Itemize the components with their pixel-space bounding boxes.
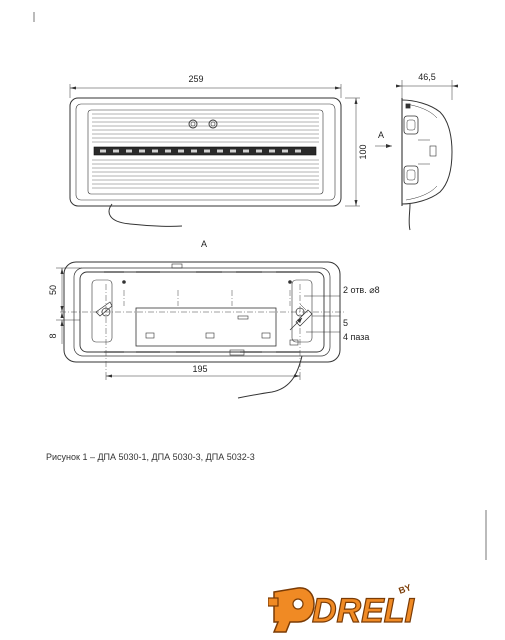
bottom-view-title: A [200, 239, 208, 249]
figure-caption: Рисунок 1 – ДПА 5030-1, ДПА 5030-3, ДПА 5032-3 [46, 452, 255, 462]
dim-height-100: 100 [358, 144, 368, 160]
dim-50: 50 [48, 284, 58, 296]
callout-holes: 2 отв. ⌀8 [343, 285, 380, 295]
drill-icon [268, 588, 314, 632]
dim-8: 8 [48, 333, 58, 339]
dreli-logo [268, 578, 418, 636]
dim-depth-46-5: 46,5 [418, 72, 436, 82]
dim-width-259: 259 [188, 74, 204, 84]
callout-5: 5 [343, 318, 349, 328]
bottom-view [56, 262, 345, 398]
side-view [396, 80, 458, 230]
dim-195: 195 [192, 364, 208, 374]
logo-text: DRELI [312, 592, 414, 630]
view-arrow-label: A [378, 130, 385, 140]
callout-slots: 4 паза [343, 332, 370, 342]
front-view [70, 84, 392, 226]
logo-suffix: BY [397, 582, 413, 596]
